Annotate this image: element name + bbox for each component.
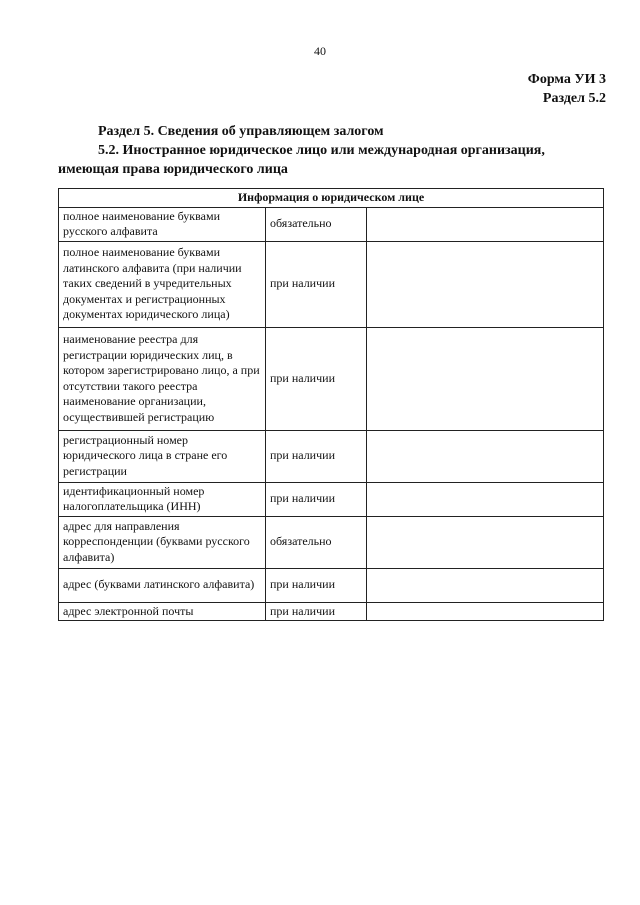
section-title: Раздел 5. Сведения об управляющем залогом [98, 124, 384, 139]
row-requirement: при наличии [266, 482, 367, 516]
row-requirement: при наличии [266, 568, 367, 602]
form-identifier [528, 70, 606, 108]
row-label: полное наименование буквами латинского алфавита (при наличии таких сведений в учредительных документах и регистрационных документах юридического лица) [59, 241, 266, 327]
table-row [59, 568, 604, 602]
table-row [59, 241, 604, 327]
form-name: Форма УИ 3 [527, 72, 606, 87]
row-requirement: при наличии [266, 602, 367, 621]
row-requirement: при наличии [266, 430, 367, 482]
row-requirement: обязательно [266, 516, 367, 568]
form-section: Раздел 5.2 [542, 91, 606, 106]
subsection-title-line1: 5.2. Иностранное юридическое лицо или международная организация, [98, 143, 545, 158]
row-label: полное наименование буквами русского алфавита [59, 207, 266, 241]
row-label: идентификационный номер налогоплательщика (ИНН) [59, 482, 266, 516]
subsection-title-line2: имеющая права юридического лица [58, 162, 288, 177]
row-value-cell[interactable] [367, 207, 604, 241]
legal-entity-info-table [58, 188, 604, 621]
row-requirement: при наличии [266, 241, 367, 327]
table-row [59, 207, 604, 241]
table-header-row [59, 189, 604, 208]
table-row [59, 482, 604, 516]
row-label: адрес (буквами латинского алфавита) [59, 568, 266, 602]
row-value-cell[interactable] [367, 516, 604, 568]
table-row [59, 516, 604, 568]
row-value-cell[interactable] [367, 602, 604, 621]
table-row [59, 430, 604, 482]
row-label: наименование реестра для регистрации юридических лиц, в котором зарегистрировано лицо, а при отсутствии такого реестра наименование организации, осуществившей регистрацию [59, 327, 266, 430]
table-row [59, 327, 604, 430]
row-value-cell[interactable] [367, 482, 604, 516]
row-requirement: при наличии [266, 327, 367, 430]
row-requirement: обязательно [266, 207, 367, 241]
row-value-cell[interactable] [367, 568, 604, 602]
row-label: регистрационный номер юридического лица в стране его регистрации [59, 430, 266, 482]
table-header: Информация о юридическом лице [59, 189, 604, 208]
row-value-cell[interactable] [367, 327, 604, 430]
subsection-title [58, 141, 598, 179]
row-value-cell[interactable] [367, 241, 604, 327]
table-row [59, 602, 604, 621]
row-label: адрес для направления корреспонденции (буквами русского алфавита) [59, 516, 266, 568]
row-label: адрес электронной почты [59, 602, 266, 621]
row-value-cell[interactable] [367, 430, 604, 482]
page-number: 40 [314, 44, 326, 58]
